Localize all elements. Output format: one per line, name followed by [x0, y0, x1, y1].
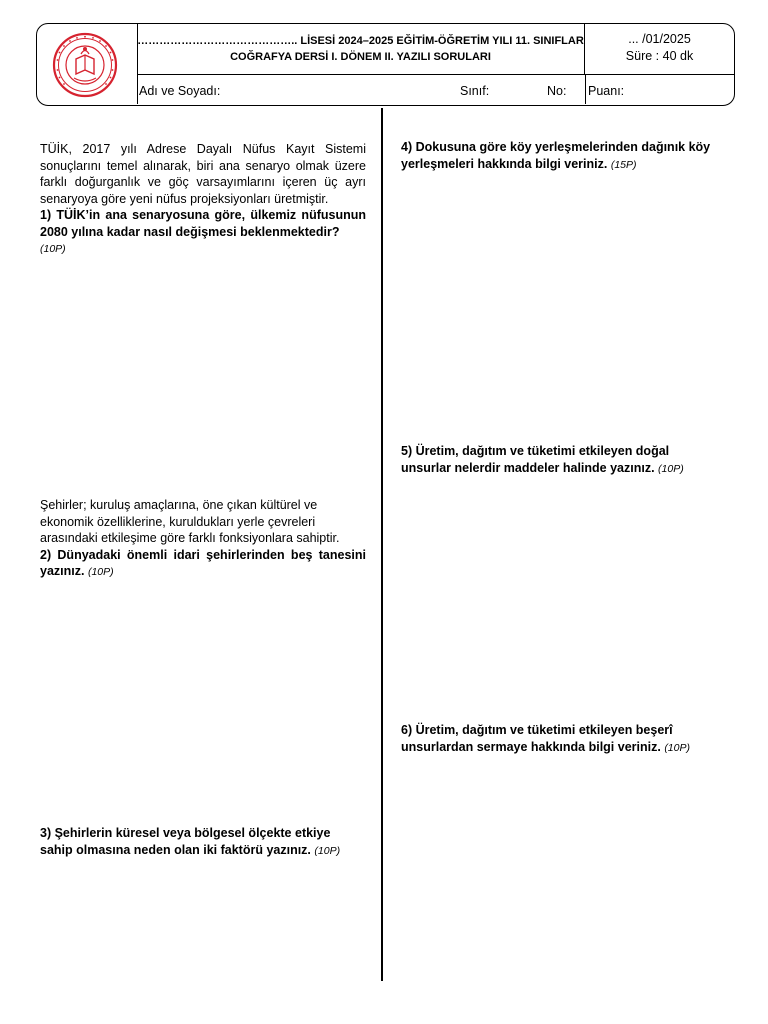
exam-title-line2: COĞRAFYA DERSİ I. DÖNEM II. YAZILI SORULARI — [230, 51, 491, 63]
question-block-2 — [40, 497, 366, 581]
intro-text-1: TÜİK, 2017 yılı Adrese Dayalı Nüfus Kayıt Sistemi sonuçlarını temel alınarak, biri ana senaryo olmak üzere farklı doğurganlık ve göç varsayımlarını içeren üç ayrı senaryoya göre yeni nüfus projeksiyonları üretmiştir. — [40, 142, 366, 206]
question-block-3 — [40, 825, 366, 859]
question-2 — [40, 547, 366, 581]
score-label: Puanı: — [588, 84, 625, 98]
question-2-text: 2) Dünyadaki önemli idari şehirlerinden beş tanesini yazınız. — [40, 547, 366, 578]
question-4 — [401, 139, 721, 173]
exam-title — [137, 24, 585, 75]
logo-cell — [37, 24, 138, 104]
question-6-points: (10P) — [664, 741, 690, 754]
column-divider — [381, 108, 383, 981]
score-cell — [585, 75, 734, 104]
exam-date: ... /01/2025 — [628, 32, 691, 46]
exam-title-line1: …………………………………….. LİSESİ 2024–2025 EĞİTİM-ÖĞRETİM YILI 11. SINIFLAR — [137, 35, 584, 47]
question-3-points: (10P) — [314, 844, 341, 857]
name-label: Adı ve Soyadı: — [139, 84, 221, 98]
exam-header — [36, 23, 735, 106]
number-label: No: — [547, 84, 567, 98]
question-1-points: (10P) — [40, 243, 66, 255]
question-3-text: 3) Şehirlerin küresel veya bölgesel ölçekte etkiye sahip olmasına neden olan iki faktörü yazınız. — [40, 826, 331, 857]
question-6 — [401, 722, 721, 756]
question-block-5 — [401, 443, 721, 477]
question-5-points: (10P) — [658, 462, 684, 475]
question-5-text: 5) Üretim, dağıtım ve tüketimi etkileyen doğal unsurlar nelerdir maddeler halinde yazınız. — [401, 444, 670, 475]
date-duration-cell — [585, 24, 734, 75]
question-2-points: (10P) — [87, 566, 114, 578]
question-4-points: (15P) — [610, 158, 637, 171]
intro-text-2: Şehirler; kuruluş amaçlarına, öne çıkan kültürel ve ekonomik özelliklerine, kuruldukları yerle çevreleri arasındaki etkileşime göre farklı fonksiyonlara sahiptir. — [40, 498, 340, 545]
exam-duration: Süre : 40 dk — [625, 49, 694, 63]
question-5 — [401, 443, 721, 477]
question-1 — [40, 207, 366, 240]
question-4-text: 4) Dokusuna göre köy yerleşmelerinden dağınık köy yerleşmeleri hakkında bilgi veriniz. — [401, 140, 711, 171]
question-1-text: 1) TÜİK’in ana senaryosuna göre, ülkemiz nüfusunun 2080 yılına kadar nasıl değişmesi beklenmektedir? — [40, 208, 366, 239]
meb-seal-logo — [52, 32, 118, 98]
question-3 — [40, 825, 366, 859]
question-6-text: 6) Üretim, dağıtım ve tüketimi etkileyen beşerî unsurlardan sermaye hakkında bilgi veriniz. — [401, 723, 673, 754]
class-label: Sınıf: — [460, 84, 490, 98]
question-block-4 — [401, 139, 721, 173]
question-block-1 — [40, 141, 366, 258]
question-block-6 — [401, 722, 721, 756]
